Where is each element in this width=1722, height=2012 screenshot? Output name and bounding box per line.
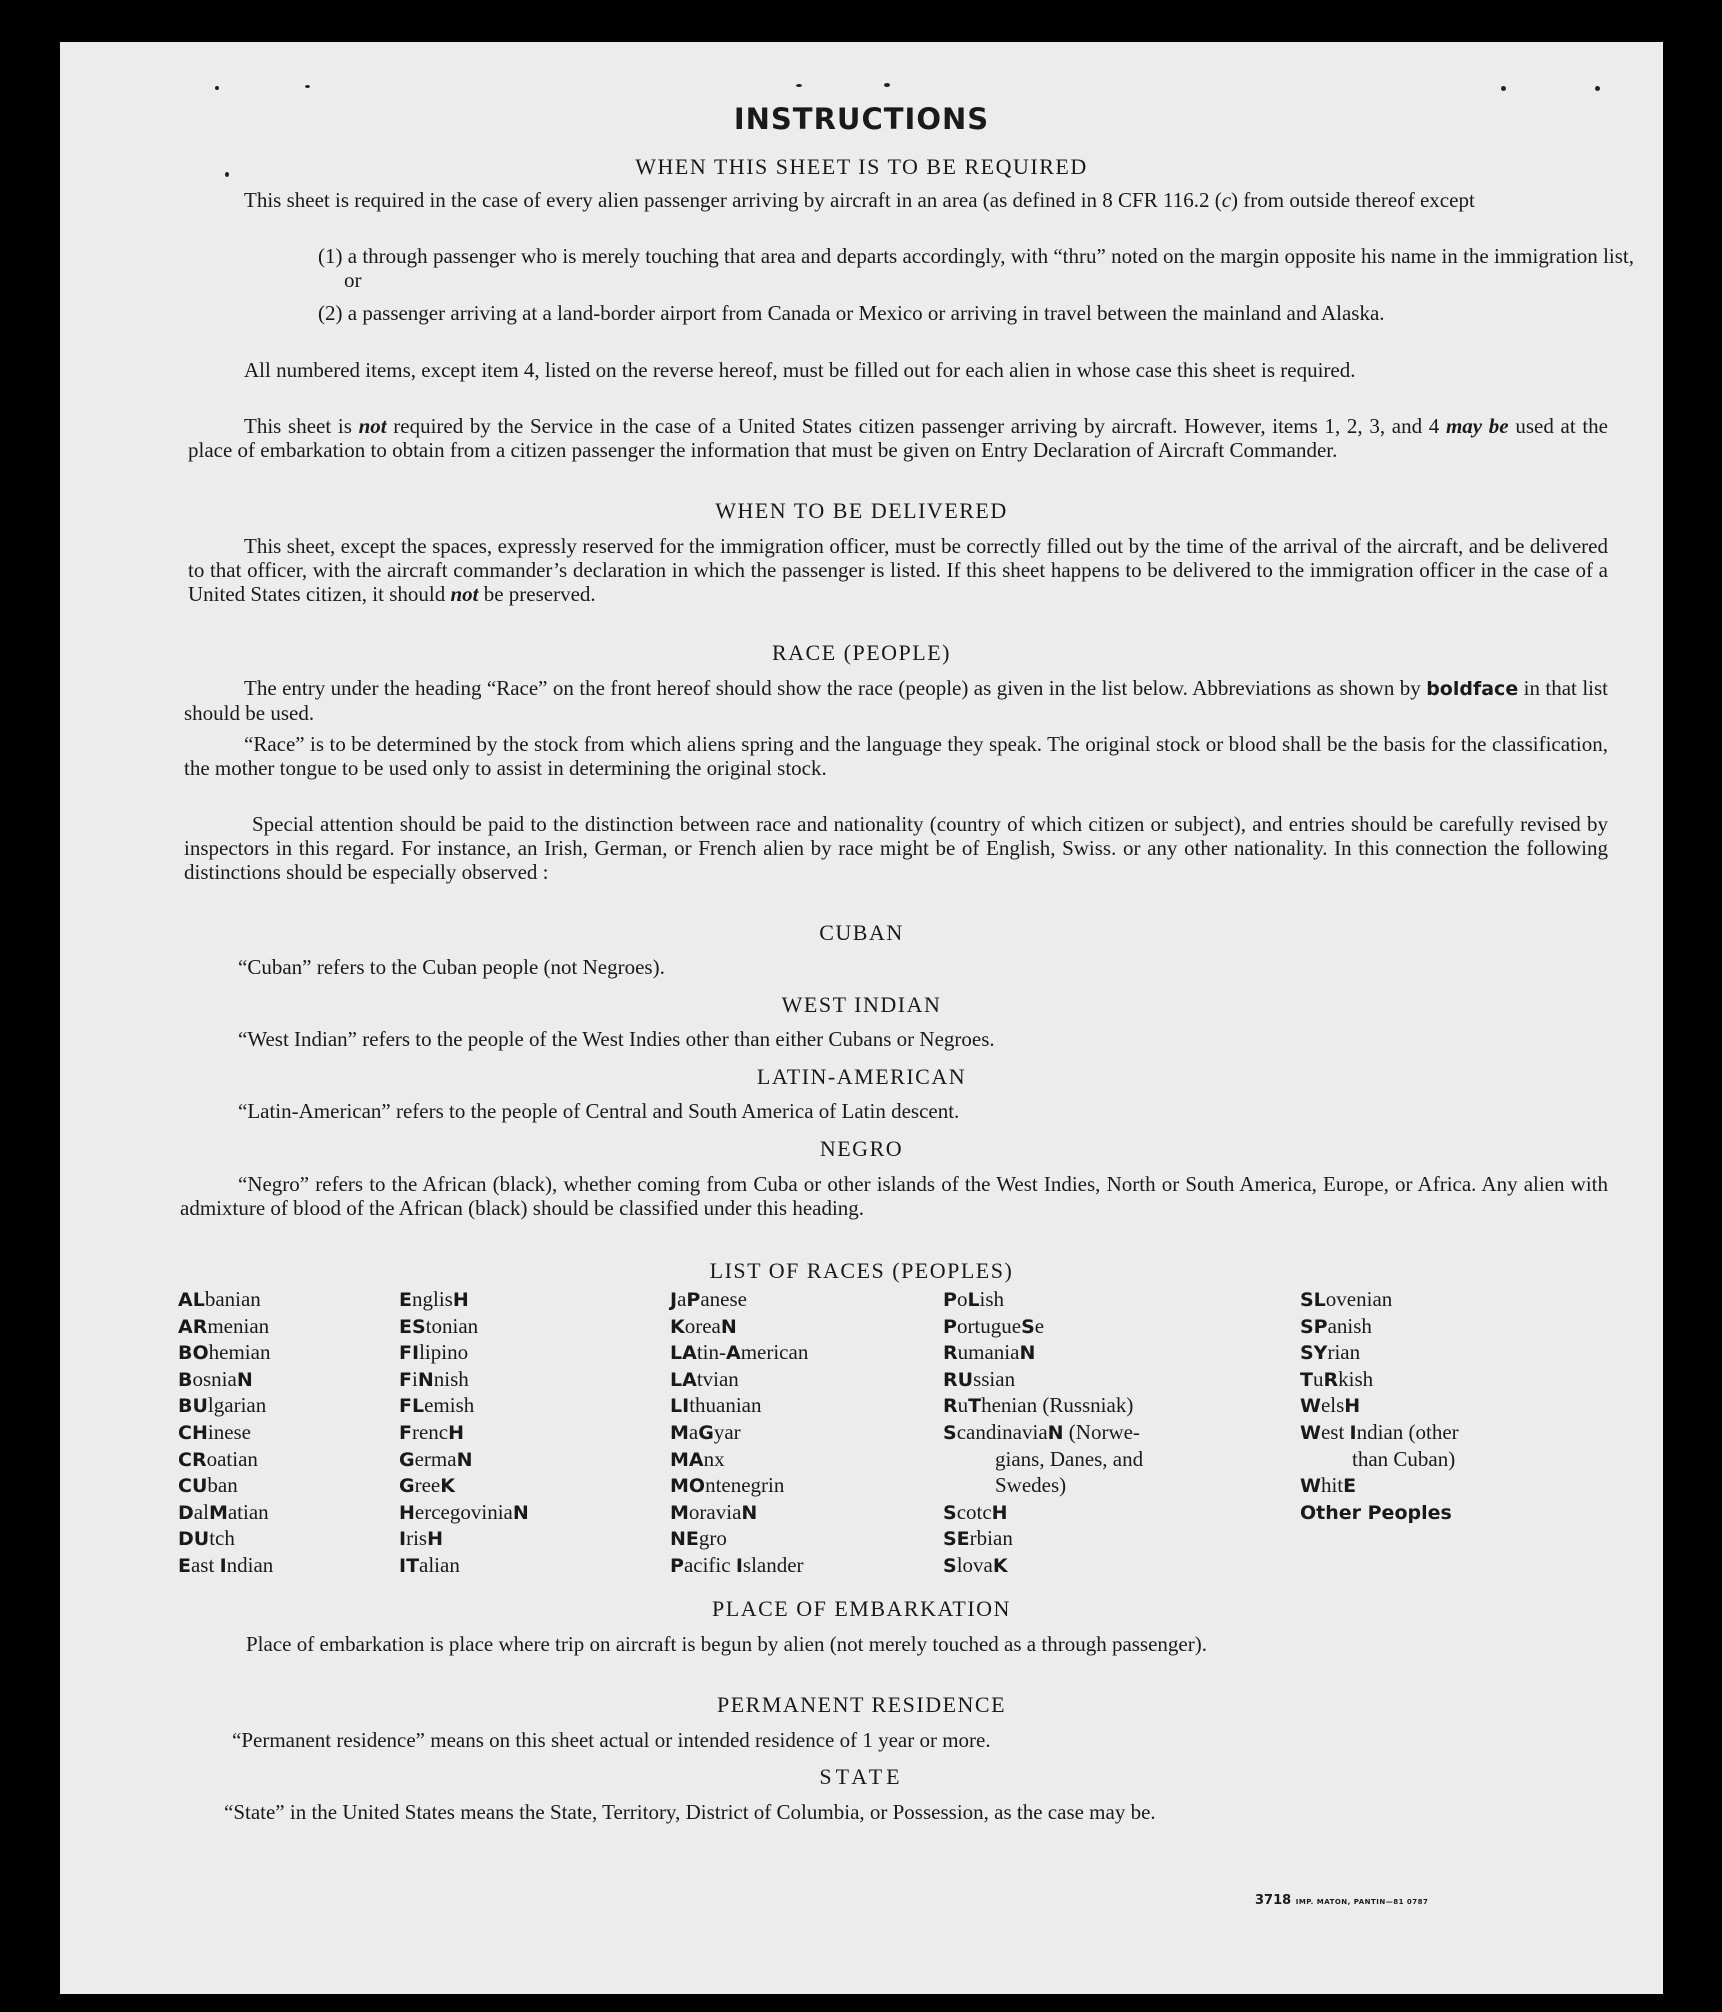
race-entry: KoreaN <box>670 1313 737 1338</box>
definition-permanent-residence: “Permanent residence” means on this sheet actual or intended residence of 1 year or more. <box>232 1728 991 1752</box>
race-entry: ITalian <box>399 1552 460 1577</box>
heading-cuban: CUBAN <box>819 920 904 945</box>
race-entry: FLemish <box>399 1393 475 1418</box>
heading-when-required: WHEN THIS SHEET IS TO BE REQUIRED <box>635 154 1088 179</box>
race-entry: JaPanese <box>670 1287 747 1311</box>
race-entry: SErbian <box>943 1526 1013 1551</box>
race-entry: WelsH <box>1300 1393 1361 1418</box>
race-entry: FrencH <box>399 1419 465 1444</box>
race-entry: SLovenian <box>1300 1287 1393 1311</box>
definition-negro: “Negro” refers to the African (black), whether coming from Cuba or other islands of the West Indies, North or South America, Europe, or Africa. Any alien with admixture of blood of the African (black) should be classified under this heading. <box>180 1172 1608 1220</box>
definition-state: “State” in the United States means the State, Territory, District of Columbia, or Possession, as the case may be. <box>224 1800 1156 1824</box>
heading-when-delivered: WHEN TO BE DELIVERED <box>715 498 1008 523</box>
races-column-3 <box>670 1286 808 1579</box>
definition-cuban: “Cuban” refers to the Cuban people (not Negroes). <box>238 955 665 979</box>
list-item-exception-2: (2) a passenger arriving at a land-border airport from Canada or Mexico or arriving in travel between the mainland and Alaska. <box>318 301 1385 325</box>
race-entry: IrisH <box>399 1526 443 1551</box>
race-entry: FiNnish <box>399 1366 469 1391</box>
heading-place-of-embarkation: PLACE OF EMBARKATION <box>712 1596 1011 1621</box>
race-entry: than Cuban) <box>1352 1446 1456 1471</box>
race-entry: GermaN <box>399 1446 473 1471</box>
race-entry: MaGyar <box>670 1419 741 1444</box>
race-entry: CRoatian <box>178 1446 258 1471</box>
race-entry: MoraviaN <box>670 1499 758 1524</box>
race-entry: NEgro <box>670 1526 727 1551</box>
heading-list-of-races: LIST OF RACES (PEOPLES) <box>709 1258 1014 1283</box>
definition-embarkation: Place of embarkation is place where trip on aircraft is begun by alien (not merely touched as a through passenger). <box>246 1632 1207 1656</box>
document-sheet <box>60 42 1663 1994</box>
race-entry: WhitE <box>1300 1473 1357 1498</box>
paragraph-race-determination: “Race” is to be determined by the stock from which aliens spring and the language they speak. The original stock or blood shall be the basis for the classification, the mother tongue to be used only to assist in determining the original stock. <box>184 732 1608 780</box>
race-entry: PoLish <box>943 1287 1005 1311</box>
race-entry: LIthuanian <box>670 1393 762 1418</box>
heading-latin-american: LATIN-AMERICAN <box>756 1064 967 1089</box>
race-entry: SPanish <box>1300 1313 1372 1338</box>
race-entry: DalMatian <box>178 1499 269 1524</box>
race-entry: Swedes) <box>995 1473 1067 1498</box>
race-entry: ARmenian <box>178 1313 270 1338</box>
paragraph-race-entry: The entry under the heading “Race” on the front hereof should show the race (people) as given in the list below. Abbreviations as shown by boldface in that list should be used. <box>184 676 1608 725</box>
race-entry: BosniaN <box>178 1366 253 1391</box>
race-entry: Other Peoples <box>1300 1501 1452 1524</box>
race-entry: CUban <box>178 1473 238 1498</box>
race-entry: FIlipino <box>399 1340 469 1365</box>
heading-race: RACE (PEOPLE) <box>772 640 951 665</box>
race-entry: ScandinaviaN (Norwe- <box>943 1419 1140 1444</box>
race-entry: West Indian (other <box>1300 1419 1459 1444</box>
race-entry: East Indian <box>178 1552 274 1577</box>
race-entry: EnglisH <box>399 1287 469 1311</box>
page-title: INSTRUCTIONS <box>733 102 990 136</box>
paragraph-required-intro: This sheet is required in the case of every alien passenger arriving by aircraft in an area (as defined in 8 CFR 116.2 (c) from outside thereof except <box>244 188 1475 212</box>
race-entry: Pacific Islander <box>670 1552 804 1577</box>
race-entry: PortugueSe <box>943 1313 1045 1338</box>
race-entry: EStonian <box>399 1313 479 1338</box>
race-entry: ALbanian <box>178 1287 261 1311</box>
heading-state: STATE <box>819 1764 904 1789</box>
race-entry: RuThenian (Russniak) <box>943 1393 1134 1418</box>
paragraph-race-nationality: Special attention should be paid to the distinction between race and nationality (country of which citizen or subject), and entries should be carefully revised by inspectors in this regard. For instance, an Irish, German, or French alien by race might be of English, Swiss. or any other nationality. In this connection the following distinctions should be especially observed : <box>184 812 1608 884</box>
race-entry: MOntenegrin <box>670 1473 785 1498</box>
heading-negro: NEGRO <box>819 1136 904 1161</box>
race-entry: CHinese <box>178 1419 252 1444</box>
printer-imprint: IMP. MATON, PANTIN—81 0787 <box>1295 1898 1429 1906</box>
race-entry: RUssian <box>943 1366 1016 1391</box>
race-entry: BUlgarian <box>178 1393 267 1418</box>
definition-latin-american: “Latin-American” refers to the people of Central and South America of Latin descent. <box>238 1099 960 1123</box>
race-entry: DUtch <box>178 1526 235 1551</box>
definition-west-indian: “West Indian” refers to the people of the West Indies other than either Cubans or Negroes. <box>238 1027 995 1051</box>
race-entry: SYrian <box>1300 1340 1361 1365</box>
race-entry: gians, Danes, and <box>995 1446 1144 1471</box>
races-column-1 <box>178 1286 273 1579</box>
form-number: 3718 <box>1255 1893 1292 1908</box>
race-entry: ScotcH <box>943 1499 1008 1524</box>
race-entry: GreeK <box>399 1473 455 1498</box>
paragraph-numbered-items: All numbered items, except item 4, listed on the reverse hereof, must be filled out for each alien in whose case this sheet is required. <box>244 358 1356 382</box>
races-column-2 <box>399 1286 529 1579</box>
paragraph-delivery: This sheet, except the spaces, expressly reserved for the immigration officer, must be correctly filled out by the time of the arrival of the aircraft, and be delivered to that officer, with the aircraft commander’s declaration in which the passenger is listed. If this sheet happens to be delivered to the immigration officer in the case of a United States citizen, it should not be preserved. <box>188 534 1608 606</box>
race-entry: BOhemian <box>178 1340 271 1365</box>
heading-permanent-residence: PERMANENT RESIDENCE <box>716 1692 1007 1717</box>
race-entry: MAnx <box>670 1446 725 1471</box>
race-entry: LAtvian <box>670 1366 739 1391</box>
heading-west-indian: WEST INDIAN <box>781 992 942 1017</box>
race-entry: LAtin-American <box>670 1340 809 1365</box>
race-entry: TuRkish <box>1300 1366 1374 1391</box>
races-column-5 <box>1300 1286 1459 1525</box>
race-entry: RumaniaN <box>943 1340 1036 1365</box>
races-column-4 <box>943 1286 1143 1579</box>
print-footer <box>1255 1893 1428 1908</box>
race-entry: HercegoviniaN <box>399 1499 529 1524</box>
paragraph-citizen-passenger: This sheet is not required by the Service in the case of a United States citizen passenger arriving by aircraft. However, items 1, 2, 3, and 4 may be used at the place of embarkation to obtain from a citizen passenger the information that must be given on Entry Declaration of Aircraft Commander. <box>188 414 1609 462</box>
race-entry: SlovaK <box>943 1552 1008 1577</box>
list-item-exception-1: (1) a through passenger who is merely touching that area and departs accordingly, with “thru” noted on the margin opposite his name in the immigration list, or <box>318 244 1634 292</box>
